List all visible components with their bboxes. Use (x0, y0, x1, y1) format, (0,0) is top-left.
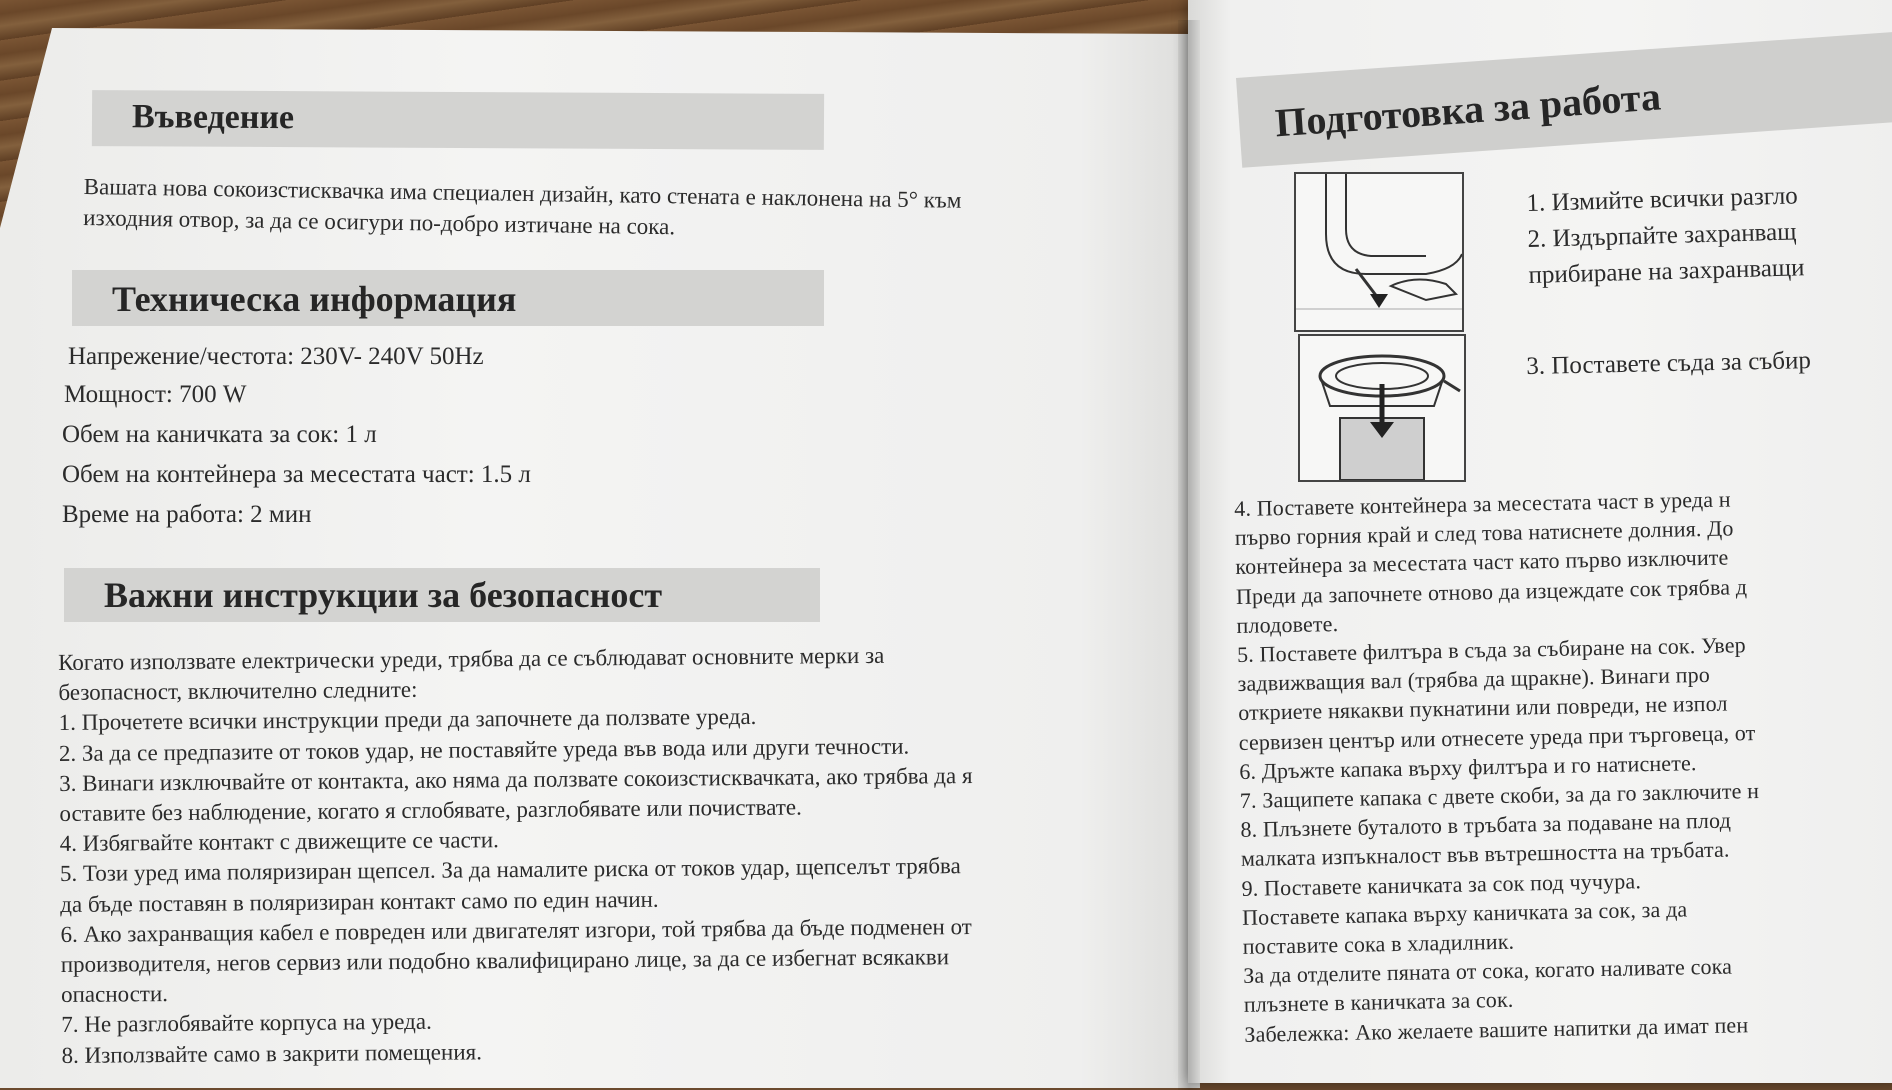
prep-body-line: 9. Поставете каничката за сок под чучура. (1241, 867, 1642, 901)
prep-body-line: 5. Поставете филтъра в съда за събиране на сок. Увер (1236, 632, 1747, 667)
prep-body-line: откриете някакви пукнатини или повреди, не изпол (1237, 690, 1728, 726)
safety-line: Когато използвате електрически уреди, трябва да се съблюдават основните мерки за (58, 642, 885, 675)
safety-line: 8. Използвайте само в закрити помещения. (61, 1038, 483, 1068)
place-jug-illustration (1300, 336, 1464, 480)
safety-line: 6. Ако захранващия кабел е повреден или двигателят изгори, той трябва да бъде подменен от (60, 913, 972, 947)
safety-line: да бъде поставян в поляризиран контакт само по един начин. (60, 886, 659, 917)
figure-place-jug (1298, 334, 1466, 482)
safety-line: 5. Този уред има поляризиран щепсел. За да намалите риска от токов удар, щепселът трябва (59, 853, 961, 887)
intro-heading: Въведение (131, 98, 295, 137)
prep-step-line: 2. Издърпайте захранващ (1527, 218, 1797, 253)
prep-body-line: първо горния край и след това натиснете долния. До (1234, 515, 1734, 551)
cable-pull-illustration (1296, 174, 1462, 330)
safety-line: производителя, негов сервиз или подобно квалифицирано лице, за да се избегнат всякакви (60, 944, 950, 978)
safety-paragraph (58, 640, 975, 1071)
safety-line: оставите без наблюдение, когато я сглобявате, разглобявате или почиствате. (59, 794, 802, 827)
prep-body-line: 4. Поставете контейнера за месестата част в уреда н (1234, 486, 1731, 521)
spec-voltage: Напрежение/честота: 230V- 240V 50Hz (68, 343, 484, 370)
prep-body-line: контейнера за месестата част като първо изключите (1235, 544, 1729, 580)
intro-heading-bar (92, 90, 824, 150)
prep-body-line: Забележка: Ако желаете вашите напитки да имат пен (1244, 1011, 1749, 1047)
prep-steps-body (1234, 484, 1764, 1049)
prep-body-line: задвижващия вал (трябва да щракне). Винаги про (1237, 662, 1711, 697)
intro-line: Вашата нова сокоизстисквачка има специален дизайн, като стената е наклонена на 5° към (83, 173, 962, 213)
prep-body-line: сервизен център или отнесете уреда при търговеца, от (1238, 719, 1756, 755)
safety-line: опасности. (60, 981, 169, 1008)
prep-step-3: 3. Поставете съда за събир (1526, 347, 1812, 380)
prep-body-line: Поставете капака върху каничката за сок, за да (1241, 896, 1688, 930)
prep-body-line: плъзнете в каничката за сок. (1243, 987, 1514, 1018)
prep-body-line: 8. Плъзнете буталото в тръбата за подаване на плод (1240, 807, 1732, 843)
spec-pulp-container-volume: Обем на контейнера за месестата част: 1.5 л (62, 461, 531, 488)
safety-heading-bar (64, 568, 820, 622)
prep-body-line: 7. Защипете капака с двете скоби, за да го заключите н (1239, 778, 1760, 813)
figure-cable-pull (1294, 172, 1464, 332)
prep-heading: Подготовка за работа (1273, 73, 1663, 146)
safety-line: 4. Избягвайте контакт с движещите се части. (59, 827, 499, 857)
book-spine-fold (1178, 20, 1200, 1090)
tech-heading: Техническа информация (112, 279, 517, 319)
spec-juice-jug-volume: Обем на каничката за сок: 1 л (62, 421, 377, 448)
prep-steps-top (1526, 178, 1805, 294)
intro-line: изходния отвор, за да се осигури по-добро изтичане на сока. (83, 204, 676, 239)
prep-body-line: поставите сока в хладилник. (1242, 928, 1515, 959)
prep-step-line: прибиране на захранващи (1528, 254, 1805, 289)
tech-heading-bar (72, 270, 824, 326)
safety-line: 2. За да се предпазите от токов удар, не поставяйте уреда във вода или други течности. (58, 733, 910, 766)
safety-line: 3. Винаги изключвайте от контакта, ако няма да ползвате сокоизстисквачката, ако трябва да я (59, 762, 973, 796)
prep-body-line: малката изпъкналост във вътрешността на тръбата. (1240, 836, 1730, 872)
spec-power: Мощност: 700 W (64, 381, 247, 408)
safety-line: безопасност, включително следните: (58, 677, 418, 706)
prep-body-line: 6. Дръжте капака върху филтъра и го натиснете. (1239, 750, 1697, 784)
safety-line: 7. Не разглобявайте корпуса на уреда. (61, 1009, 432, 1038)
prep-body-line: Преди да започнете отново да изцеждате сок трябва д (1235, 573, 1748, 609)
safety-line: 1. Прочетете всички инструкции преди да започнете да ползвате уреда. (58, 704, 757, 736)
prep-body-line: плодовете. (1236, 610, 1339, 638)
spec-operating-time: Време на работа: 2 мин (62, 501, 312, 528)
prep-body-line: За да отделите пяната от сока, когато наливате сока (1243, 953, 1733, 989)
safety-heading: Важни инструкции за безопасност (104, 575, 663, 615)
prep-step-line: 1. Измийте всички разгло (1526, 182, 1799, 217)
